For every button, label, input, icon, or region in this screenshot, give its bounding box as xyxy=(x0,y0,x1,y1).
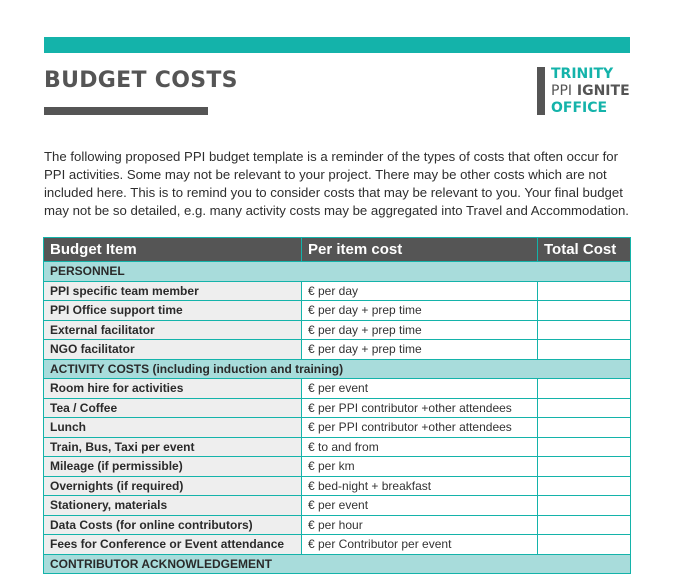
budget-item-cell: Fees for Conference or Event attendance xyxy=(44,535,302,555)
budget-item-cell: PPI Office support time xyxy=(44,301,302,321)
table-row xyxy=(44,515,631,535)
per-item-cost-cell: € per PPI contributor +other attendees xyxy=(302,398,538,418)
budget-table-body xyxy=(44,262,631,574)
section-row xyxy=(44,262,631,282)
logo-ignite: IGNITE xyxy=(576,83,630,99)
per-item-cost-cell: € per Contributor per event xyxy=(302,535,538,555)
table-row xyxy=(44,437,631,457)
header-accent-bar xyxy=(44,37,630,53)
budget-item-cell: Room hire for activities xyxy=(44,379,302,399)
total-cost-cell[interactable] xyxy=(538,281,631,301)
intro-paragraph: The following proposed PPI budget template is a reminder of the types of costs that often occur for PPI activities. Some may not be relevant to your project. There may be other costs which are not included here. This is to remind you to consider costs that may be relevant to you. Your final budget may not be so detailed, e.g. many activity costs may be aggregated into Travel and Accommodation. xyxy=(44,149,629,218)
table-row xyxy=(44,379,631,399)
per-item-cost-cell: € per km xyxy=(302,457,538,477)
header-budget-item: Budget Item xyxy=(44,238,302,262)
budget-item-cell: Overnights (if required) xyxy=(44,476,302,496)
total-cost-cell[interactable] xyxy=(538,457,631,477)
title-underline xyxy=(44,107,208,115)
table-row xyxy=(44,496,631,516)
section-label: ACTIVITY COSTS (including induction and training) xyxy=(44,359,631,379)
section-label: PERSONNEL xyxy=(44,262,631,282)
budget-item-cell: External facilitator xyxy=(44,320,302,340)
total-cost-cell[interactable] xyxy=(538,496,631,516)
page-title: BUDGET COSTS xyxy=(44,68,238,93)
total-cost-cell[interactable] xyxy=(538,437,631,457)
per-item-cost-cell: € per PPI contributor +other attendees xyxy=(302,418,538,438)
per-item-cost-cell: € per event xyxy=(302,496,538,516)
budget-item-cell: Data Costs (for online contributors) xyxy=(44,515,302,535)
table-row xyxy=(44,301,631,321)
table-row xyxy=(44,476,631,496)
logo-ppi: PPI xyxy=(551,83,573,99)
per-item-cost-cell: € per day + prep time xyxy=(302,301,538,321)
table-row xyxy=(44,535,631,555)
section-label: CONTRIBUTOR ACKNOWLEDGEMENT xyxy=(44,554,631,574)
budget-item-cell: Lunch xyxy=(44,418,302,438)
budget-item-cell: Tea / Coffee xyxy=(44,398,302,418)
total-cost-cell[interactable] xyxy=(538,535,631,555)
section-row xyxy=(44,554,631,574)
section-row xyxy=(44,359,631,379)
table-row xyxy=(44,457,631,477)
table-row xyxy=(44,340,631,360)
table-row xyxy=(44,418,631,438)
total-cost-cell[interactable] xyxy=(538,340,631,360)
per-item-cost-cell: € per day + prep time xyxy=(302,340,538,360)
total-cost-cell[interactable] xyxy=(538,320,631,340)
total-cost-cell[interactable] xyxy=(538,398,631,418)
per-item-cost-cell: € per day xyxy=(302,281,538,301)
table-row xyxy=(44,320,631,340)
per-item-cost-cell: € to and from xyxy=(302,437,538,457)
header-per-item-cost: Per item cost xyxy=(302,238,538,262)
table-header-row xyxy=(44,238,631,262)
logo-line-office: OFFICE xyxy=(551,100,608,116)
table-row xyxy=(44,281,631,301)
per-item-cost-cell: € per day + prep time xyxy=(302,320,538,340)
total-cost-cell[interactable] xyxy=(538,476,631,496)
per-item-cost-cell: € per hour xyxy=(302,515,538,535)
budget-item-cell: NGO facilitator xyxy=(44,340,302,360)
logo-bar xyxy=(537,67,545,115)
logo-line-trinity: TRINITY xyxy=(551,66,614,82)
budget-item-cell: PPI specific team member xyxy=(44,281,302,301)
trinity-ppi-ignite-logo xyxy=(537,66,637,116)
budget-item-cell: Stationery, materials xyxy=(44,496,302,516)
per-item-cost-cell: € bed-night + breakfast xyxy=(302,476,538,496)
header-total-cost: Total Cost xyxy=(538,238,631,262)
logo-line-ppi-ignite xyxy=(551,83,630,100)
budget-item-cell: Train, Bus, Taxi per event xyxy=(44,437,302,457)
total-cost-cell[interactable] xyxy=(538,515,631,535)
table-row xyxy=(44,398,631,418)
total-cost-cell[interactable] xyxy=(538,418,631,438)
budget-item-cell: Mileage (if permissible) xyxy=(44,457,302,477)
total-cost-cell[interactable] xyxy=(538,379,631,399)
budget-table xyxy=(43,237,631,574)
per-item-cost-cell: € per event xyxy=(302,379,538,399)
total-cost-cell[interactable] xyxy=(538,301,631,321)
